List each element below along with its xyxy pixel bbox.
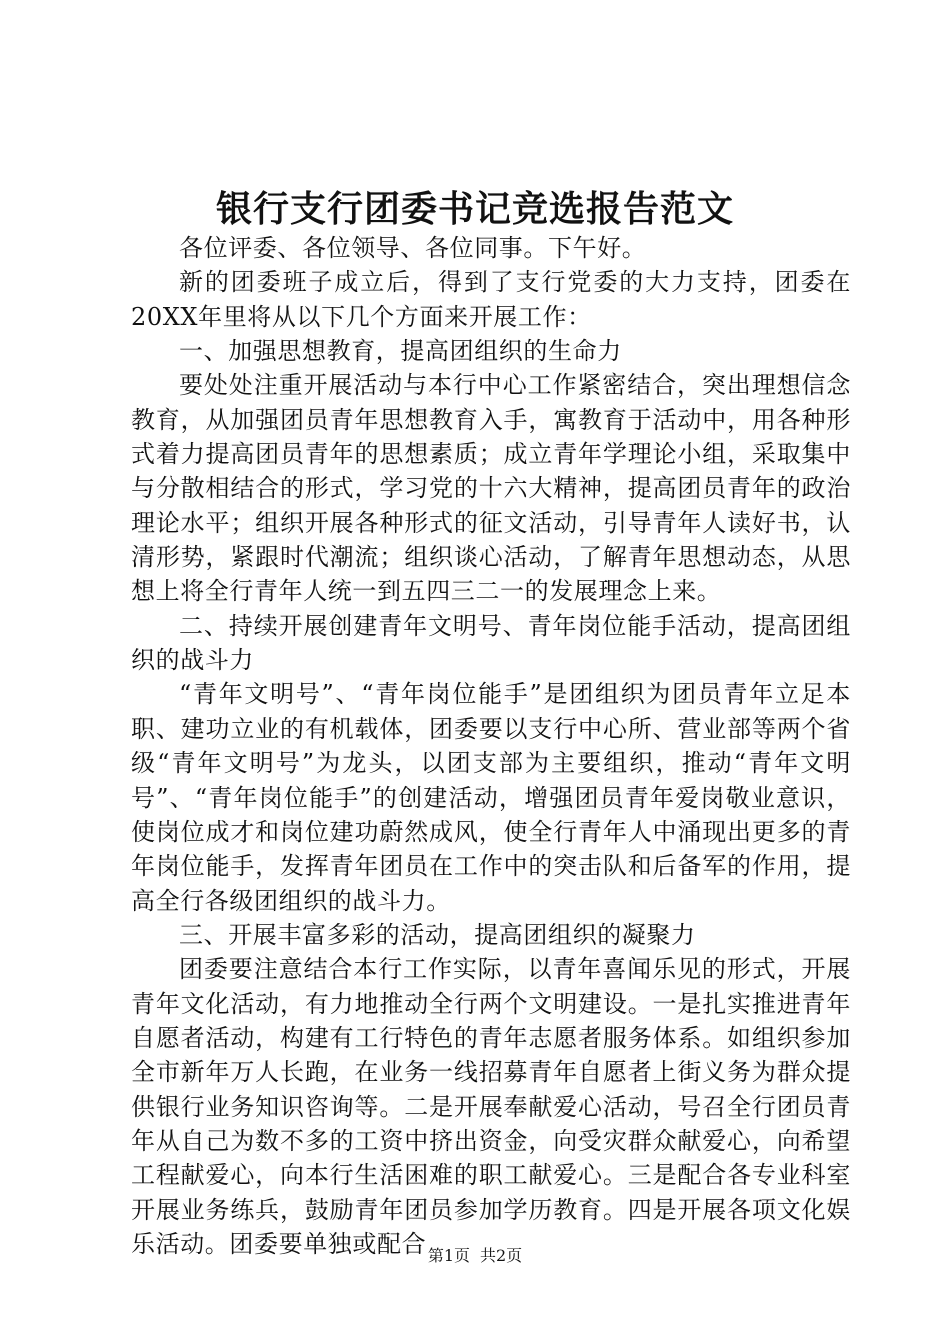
body-paragraph-greeting: 各位评委、各位领导、各位同事。下午好。 [179, 234, 647, 262]
page-number: 第1页 [427, 1246, 470, 1265]
body-paragraph-section-2: “青年文明号”、“青年岗位能手”是团组织为团员青年立足本职、建功立业的有机载体，团委要以支行中心所、营业部等两个省级“青年文明号”为龙头，以团支部为主要组织，推动“青年文明号”、“青年岗位能手”的创建活动，增强团员青年爱岗敬业意识，使岗位成才和岗位建功蔚然成风，使全行青年人中涌现出更多的青年岗位能手，发挥青年团员在工作中的突击队和后备军的作用，提高全行各级团组织的战斗力。 [131, 680, 851, 915]
section-heading-2: 二、持续开展创建青年文明号、青年岗位能手活动，提高团组织的战斗力 [131, 611, 851, 675]
body-paragraph-section-3: 团委要注意结合本行工作实际，以青年喜闻乐见的形式，开展青年文化活动，有力地推动全行两个文明建设。一是扎实推进青年自愿者活动，构建有工行特色的青年志愿者服务体系。如组织参加全市新年万人长跑，在业务一线招募青年自愿者上街义务为群众提供银行业务知识咨询等。二是开展奉献爱心活动，号召全行团员青年从自己为数不多的工资中挤出资金，向受灾群众献爱心，向希望工程献爱心，向本行生活困难的职工献爱心。三是配合各专业科室开展业务练兵，鼓励青年团员参加学历教育。四是开展各项文化娱乐活动。团委要单独或配合 [131, 955, 851, 1258]
page-footer [0, 1245, 950, 1267]
document-title: 银行支行团委书记竞选报告范文 [215, 188, 734, 230]
page-total: 共2页 [480, 1246, 523, 1265]
section-heading-1: 一、加强思想教育，提高团组织的生命力 [179, 337, 622, 366]
section-heading-3: 三、开展丰富多彩的活动，提高团组织的凝聚力 [179, 920, 696, 949]
body-paragraph-intro: 新的团委班子成立后，得到了支行党委的大力支持，团委在20XX年里将从以下几个方面来开展工作： [131, 268, 851, 331]
body-paragraph-section-1: 要处处注重开展活动与本行中心工作紧密结合，突出理想信念教育，从加强团员青年思想教育入手，寓教育于活动中，用各种形式着力提高团员青年的思想素质；成立青年学理论小组，采取集中与分散相结合的形式，学习党的十六大精神，提高团员青年的政治理论水平；组织开展各种形式的征文活动，引导青年人读好书，认清形势，紧跟时代潮流；组织谈心活动，了解青年思想动态，从思想上将全行青年人统一到五四三二一的发展理念上来。 [131, 371, 851, 606]
document-body [131, 231, 851, 1261]
